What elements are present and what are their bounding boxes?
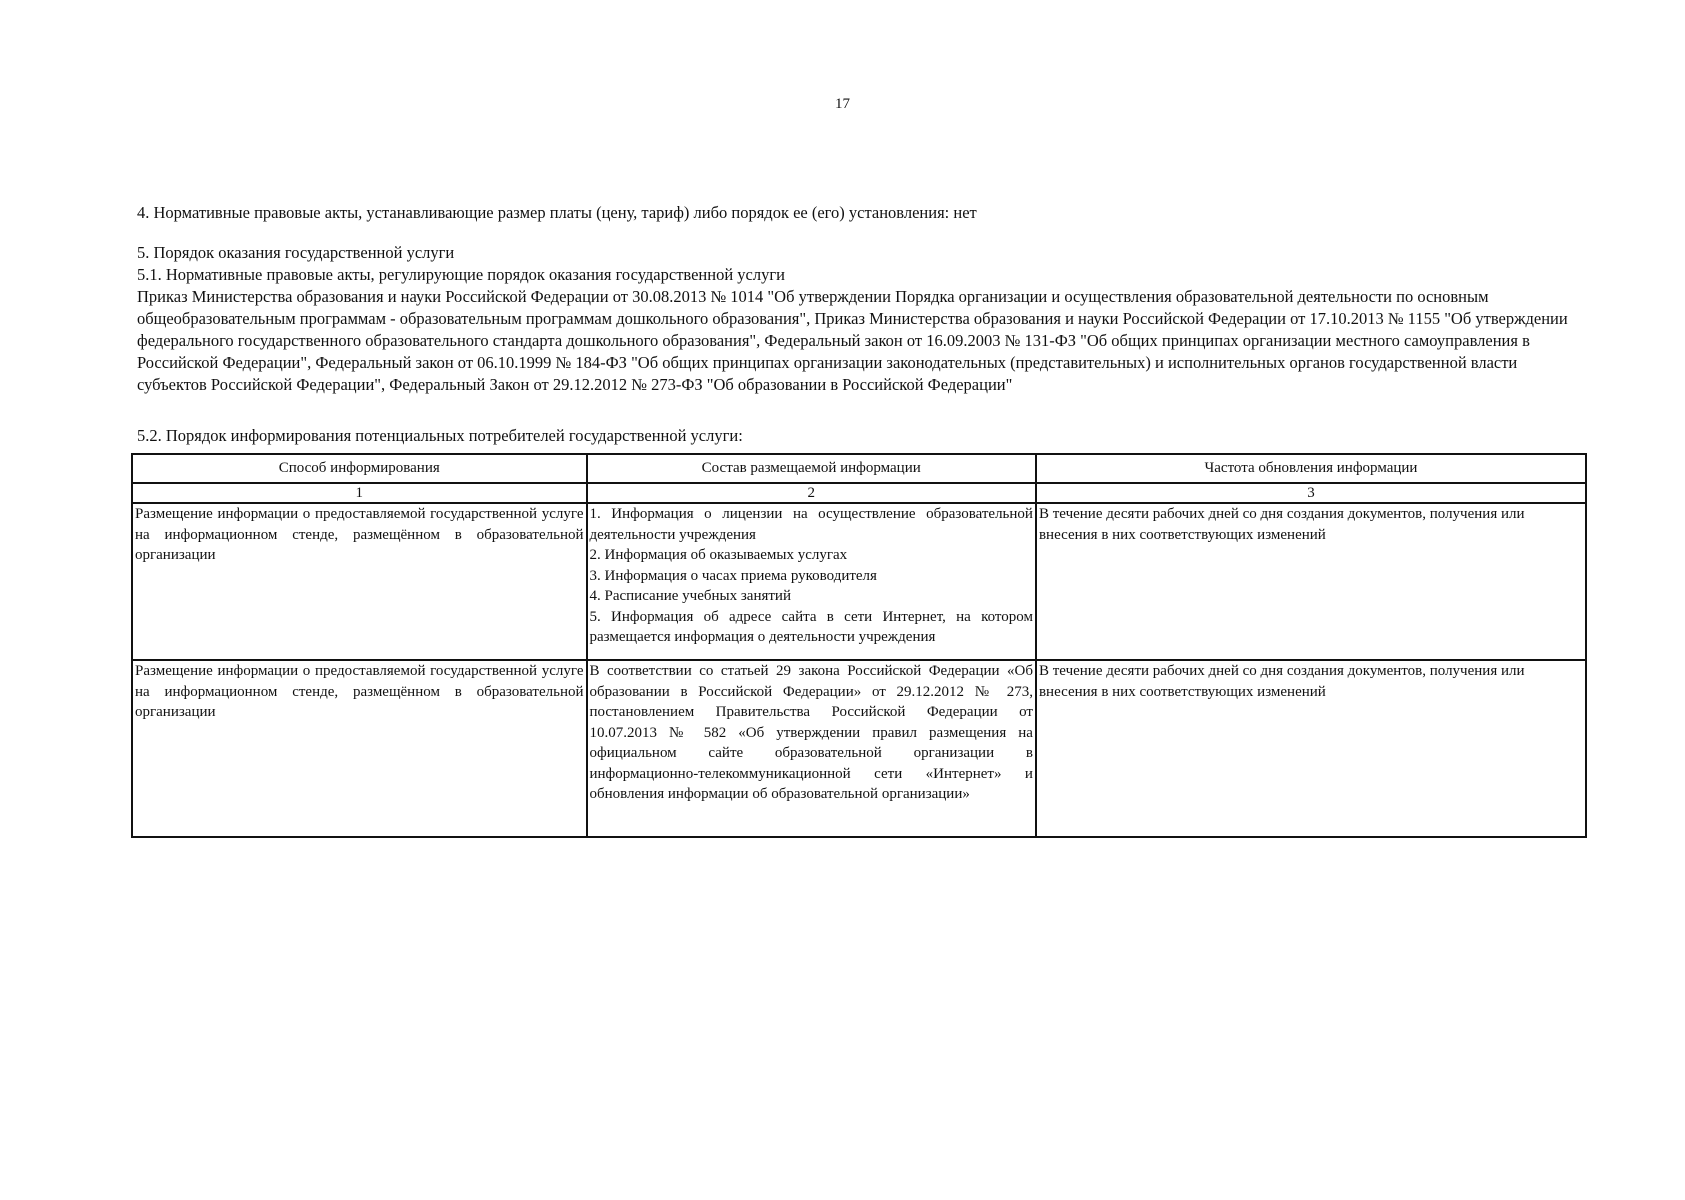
table-row [132, 503, 1586, 660]
header-method: Способ информирования [132, 454, 587, 483]
section-5-1-text: Приказ Министерства образования и науки Российской Федерации от 30.08.2013 № 1014 "Об утверждении Порядка организации и осуществления образовательной деятельности по основным общеобразовательным программам - образовательным программам дошкольного образования", Приказ Министерства образования и науки Российской Федерации от 17.10.2013 № 1155 "Об утверждении федерального государственного образовательного стандарта дошкольного образования", Федеральный закон от 16.09.2003 № 131-ФЗ "Об общих принципах организации местного самоуправления в Российской Федерации", Федеральный закон от 06.10.1999 № 184-ФЗ "Об общих принципах организации законодательных (представительных) и исполнительных органов государственной власти субъектов Российской Федерации", Федеральный Закон от 29.12.2012 № 273-ФЗ "Об образовании в Российской Федерации" [137, 287, 1568, 394]
table-row [132, 660, 1586, 837]
header-content: Состав размещаемой информации [587, 454, 1036, 483]
column-number: 3 [1036, 483, 1586, 503]
cell-method: Размещение информации о предоставляемой государственной услуге на информационном стенде, размещённом в образовательной организации [132, 660, 587, 837]
header-frequency: Частота обновления информации [1036, 454, 1586, 483]
column-number: 2 [587, 483, 1036, 503]
information-table [131, 453, 1587, 838]
section-5-title: 5. Порядок оказания государственной услуги [137, 243, 455, 262]
content-item: В соответствии со статьей 29 закона Российской Федерации «Об образовании в Российской Федерации» от 29.12.2012 № 273, постановлением Правительства Российской Федерации от 10.07.2013 № 582 «Об утверждении правил размещения на официальном сайте образовательной организации в информационно-телекоммуникационной сети «Интернет» и обновления информации об образовательной организации» [589, 663, 1033, 802]
section-5-2-title: 5.2. Порядок информирования потенциальных потребителей государственной услуги: [137, 426, 743, 445]
content-item: 1. Информация о лицензии на осуществление образовательной деятельности учреждения [589, 506, 1033, 543]
cell-method: Размещение информации о предоставляемой государственной услуге на информационном стенде, размещённом в образовательной организации [132, 503, 587, 660]
section-4-paragraph: 4. Нормативные правовые акты, устанавливающие размер платы (цену, тариф) либо порядок ее (его) установления: нет [137, 203, 977, 222]
page-number: 17 [835, 96, 850, 112]
cell-content [587, 660, 1036, 837]
section-5-1-subtitle: 5.1. Нормативные правовые акты, регулирующие порядок оказания государственной услуги [137, 265, 785, 284]
content-item: 4. Расписание учебных занятий [589, 588, 791, 604]
content-item: 3. Информация о часах приема руководителя [589, 567, 877, 584]
content-item: 5. Информация об адресе сайта в сети Интернет, на котором размещается информация о деятельности учреждения [589, 608, 1033, 645]
cell-frequency: В течение десяти рабочих дней со дня создания документов, получения или внесения в них соответствующих изменений [1036, 660, 1586, 837]
cell-content [587, 503, 1036, 660]
table-header-row [132, 454, 1586, 483]
content-item: 2. Информация об оказываемых услугах [589, 547, 848, 563]
column-number: 1 [132, 483, 587, 503]
cell-frequency: В течение десяти рабочих дней со дня создания документов, получения или внесения в них соответствующих изменений [1036, 503, 1586, 660]
section-5 [137, 242, 1577, 396]
table-number-row [132, 483, 1586, 503]
